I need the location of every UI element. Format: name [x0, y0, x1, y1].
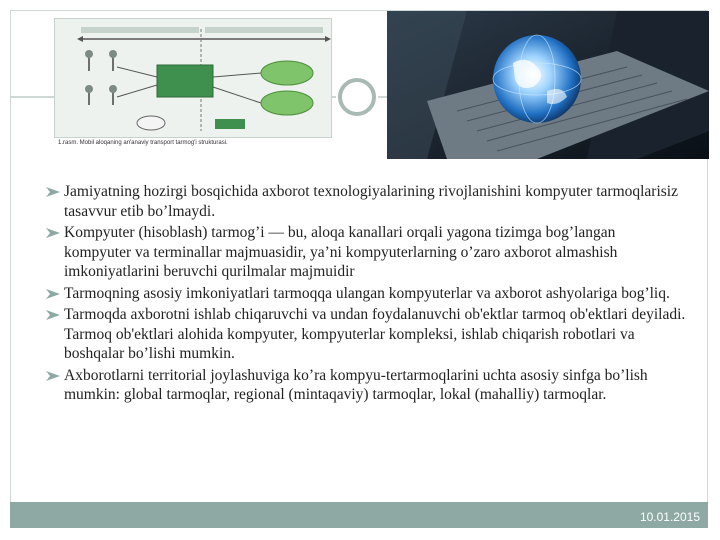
diagram-caption: 1.rasm. Mobil aloqaning an'anaviy transport tarmog'i strukturasi.: [58, 140, 228, 146]
bullet-text: Tarmoqning asosiy imkoniyatlari tarmoqqa ulangan kompyuterlar va axborot ashyolariga bog’liq.: [64, 284, 670, 302]
star-bullet-icon: [46, 370, 60, 382]
list-item: [46, 305, 686, 364]
laptop-globe-photo: [387, 11, 709, 159]
bullet-text: Tarmoqda axborotni ishlab chiqaruvchi va undan foydalanuvchi ob'ektlar tarmoq ob'ektlari deyiladi. Tarmoq ob'ektlari alohida kompyuter, kompyuterlar kompleksi, ishlab chiqarish robotlari va boshqalar bo’lishi mumkin.: [64, 306, 686, 362]
footer-band: [10, 502, 708, 528]
list-item: [46, 284, 686, 304]
list-item: [46, 366, 686, 405]
network-diagram-image: [54, 18, 332, 138]
star-bullet-icon: [46, 186, 60, 198]
network-diagram-drawing: [55, 19, 331, 137]
bullet-list: [46, 182, 686, 407]
footer-date: 10.01.2015: [639, 510, 700, 524]
bullet-text: Jamiyatning hozirgi bosqichida axborot texnologiyalarining rivojlanishini kompyuter tarmoqlarisiz tasavvur etib bo’lmaydi.: [64, 183, 678, 220]
decorative-circle: [338, 78, 376, 116]
star-bullet-icon: [46, 309, 60, 321]
star-bullet-icon: [46, 227, 60, 239]
bullet-text: Axborotlarni territorial joylashuviga ko’ra kompyu-tertarmoqlarini uchta asosiy sinfga bo’lish mumkin: global tarmoqlar, regional (mintaqaviy) tarmoqlar, lokal (mahalliy) tarmoqlar.: [64, 366, 648, 403]
star-bullet-icon: [46, 288, 60, 300]
list-item: [46, 182, 686, 221]
laptop-globe-drawing: [387, 11, 709, 159]
bullet-text: Kompyuter (hisoblash) tarmog’i — bu, aloqa kanallari orqali yagona tizimga bog’langan kompyuter va terminallar majmuasidir, ya’ni kompyuterlarning o’zaro axborot almashish imkoniyatlarini beruvchi qurilmalar majmuidir: [64, 224, 618, 280]
list-item: [46, 223, 686, 282]
